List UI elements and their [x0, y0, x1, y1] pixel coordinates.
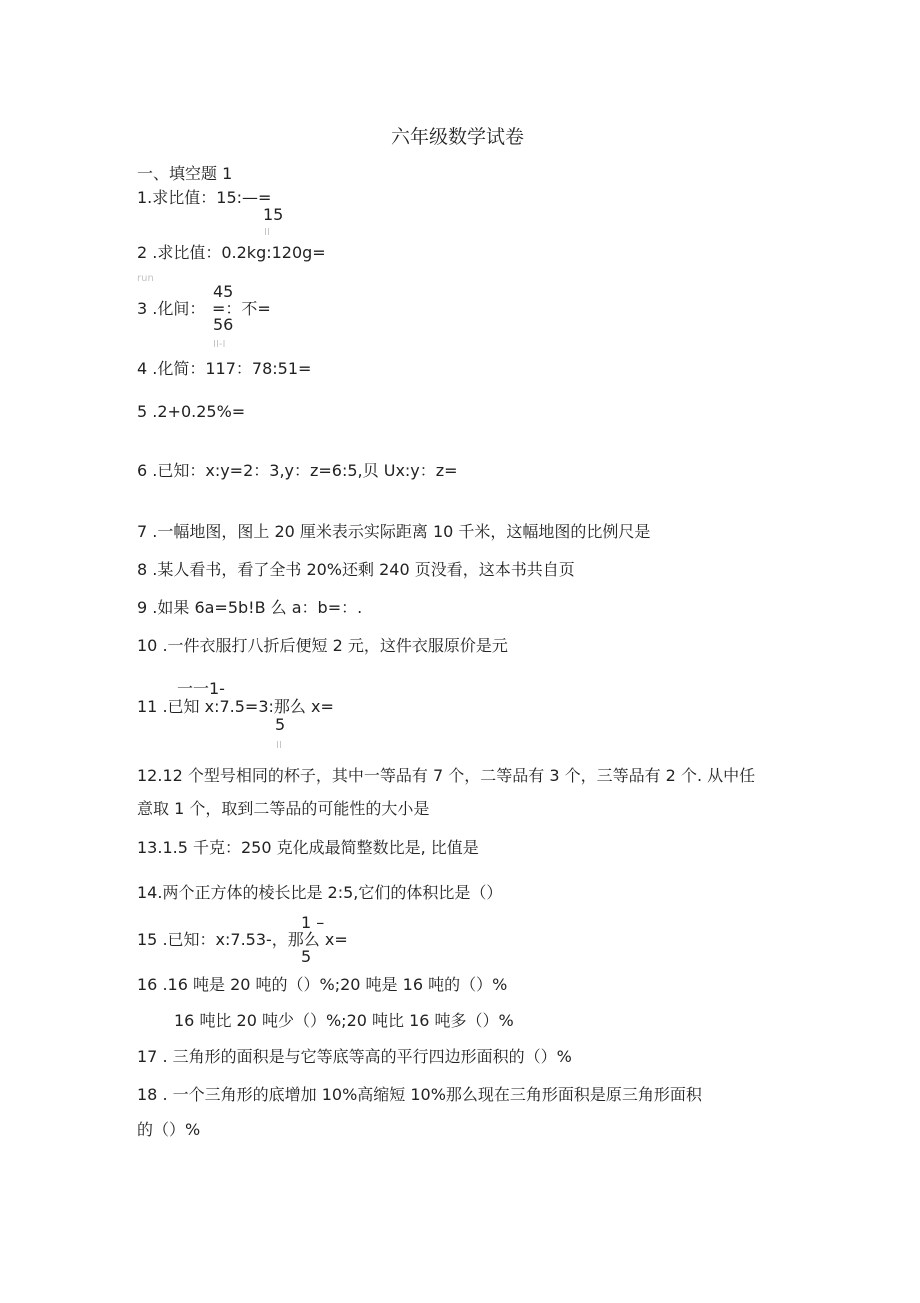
question-11-numerator: 一一1-: [177, 679, 225, 698]
question-12-line-1: 12.12 个型号相同的杯子，其中一等品有 7 个，二等品有 3 个，三等品有 2 个. 从中任: [137, 766, 756, 785]
question-18-line-1: 18 . 一个三角形的底增加 10%高缩短 10%那么现在三角形面积是原三角形面积: [137, 1085, 702, 1104]
question-13: 13.1.5 千克：250 克化成最简整数比是, 比值是: [137, 838, 479, 857]
question-15-numerator: 1 –: [301, 913, 325, 932]
section-heading: 一、填空题 1: [137, 164, 233, 183]
question-3-expression: =：不=: [212, 299, 271, 318]
question-10: 10 .一件衣服打八折后便短 2 元，这件衣服原价是元: [137, 636, 508, 655]
scan-artifact: run: [137, 273, 154, 284]
question-8: 8 .某人看书，看了全书 20%还剩 240 页没看，这本书共自页: [137, 560, 575, 579]
question-15-denominator: 5: [301, 947, 312, 966]
question-16-line-2: 16 吨比 20 吨少（）%;20 吨比 16 吨多（）%: [174, 1011, 514, 1030]
question-11: 11 .已知 x:7.5=3:那么 x=: [137, 697, 334, 716]
question-11-denominator: 5: [275, 715, 286, 734]
scan-artifact: II-I: [213, 339, 226, 350]
question-4: 4 .化简：117：78:51=: [137, 359, 312, 378]
question-12-line-2: 意取 1 个，取到二等品的可能性的大小是: [137, 799, 430, 818]
question-2: 2 .求比值：0.2kg:120g=: [137, 243, 326, 262]
question-3-numerator: 45: [213, 282, 234, 301]
question-3-denominator: 56: [213, 315, 234, 334]
question-18-line-2: 的（）%: [137, 1120, 201, 1139]
question-16-line-1: 16 .16 吨是 20 吨的（）%;20 吨是 16 吨的（）%: [137, 975, 508, 994]
question-5: 5 .2+0.25%=: [137, 402, 246, 421]
question-1-denominator: 15: [263, 205, 284, 224]
scan-artifact: II: [264, 227, 270, 238]
question-15: 15 .已知：x:7.53-，那么 x=: [137, 930, 348, 949]
question-17: 17 . 三角形的面积是与它等底等高的平行四边形面积的（）%: [137, 1047, 572, 1066]
page-title: 六年级数学试卷: [391, 126, 525, 148]
question-6: 6 .已知：x:y=2：3,y：z=6:5,贝 Ux:y：z=: [137, 461, 458, 480]
question-14: 14.两个正方体的棱长比是 2:5,它们的体积比是（）: [137, 883, 503, 902]
question-3: 3 .化间：: [137, 299, 206, 318]
scan-artifact: II: [276, 740, 282, 751]
question-7: 7 .一幅地图，图上 20 厘米表示实际距离 10 千米，这幅地图的比例尺是: [137, 522, 651, 541]
question-1: 1.求比值：15:—=: [137, 188, 272, 207]
question-9: 9 .如果 6a=5b!B 么 a：b=：.: [137, 598, 363, 617]
